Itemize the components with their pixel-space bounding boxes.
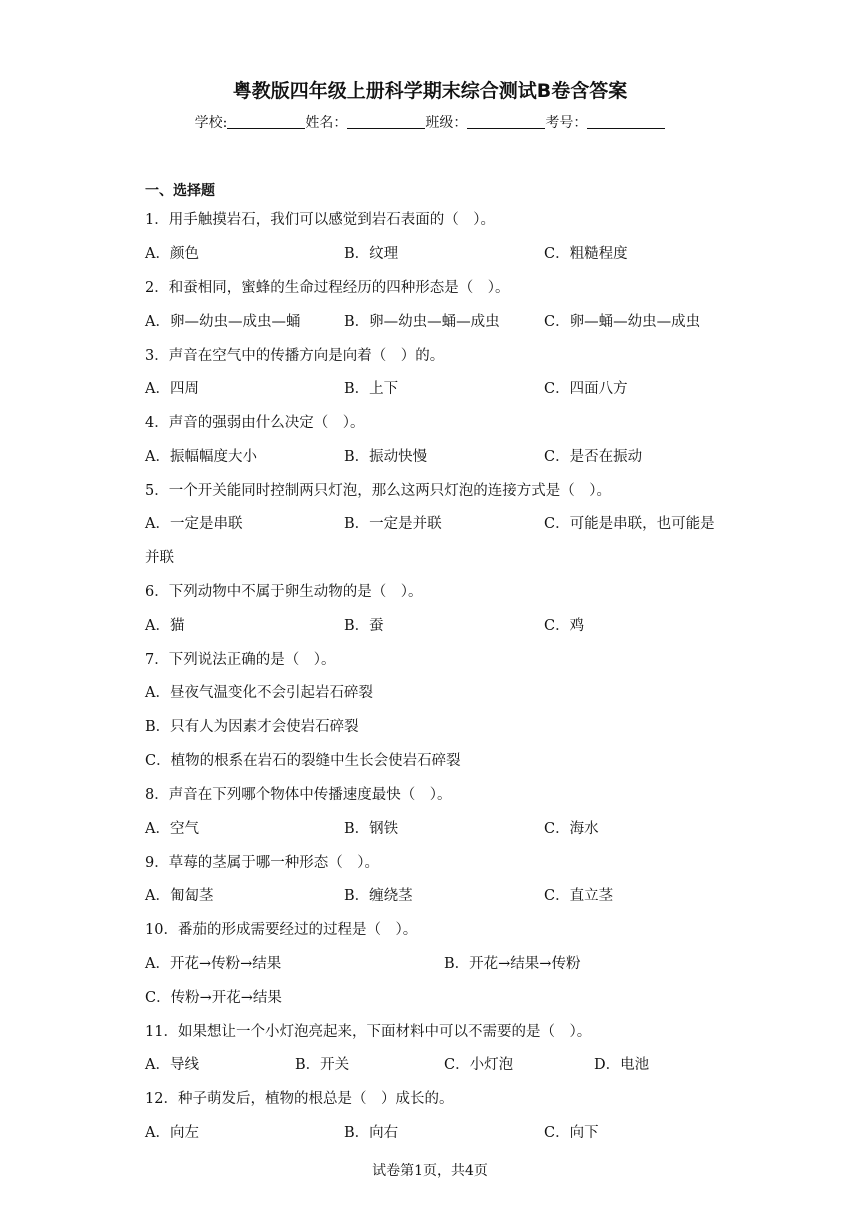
option-7a: A．昼夜气温变化不会引起岩石碎裂 xyxy=(145,685,373,701)
option-10c: C．传粉→开花→结果 xyxy=(145,990,282,1006)
question-8: 8．声音在下列哪个物体中传播速度最快（ ）。 xyxy=(145,787,452,803)
question-6: 6．下列动物中不属于卵生动物的是（ ）。 xyxy=(145,584,423,600)
question-3: 3．声音在空气中的传播方向是向着（ ）的。 xyxy=(145,348,445,364)
option-6b: B．蚕 xyxy=(344,618,384,634)
question-5: 5．一个开关能同时控制两只灯泡，那么这两只灯泡的连接方式是（ ）。 xyxy=(145,483,611,499)
page-title: 粤教版四年级上册科学期末综合测试B卷含答案 xyxy=(232,80,628,102)
option-9a: A．匍匐茎 xyxy=(145,888,214,904)
option-4b: B．振动快慢 xyxy=(344,449,428,465)
option-6a: A．猫 xyxy=(145,618,185,634)
option-12a: A．向左 xyxy=(145,1125,199,1141)
option-5a: A．一定是串联 xyxy=(145,516,243,532)
question-7: 7．下列说法正确的是（ ）。 xyxy=(145,652,336,668)
option-1b: B．纹理 xyxy=(344,246,399,262)
option-10b: B．开花→结果→传粉 xyxy=(444,956,581,972)
question-9: 9．草莓的茎属于哪一种形态（ ）。 xyxy=(145,855,379,871)
option-5c-continued: 并联 xyxy=(145,550,174,566)
option-2c: C．卵—蛹—幼虫—成虫 xyxy=(544,314,701,330)
option-12c: C．向下 xyxy=(544,1125,599,1141)
page-footer: 试卷第1页，共4页 xyxy=(372,1163,488,1179)
student-info-line xyxy=(0,112,860,132)
class-blank xyxy=(467,114,545,129)
option-4c: C．是否在振动 xyxy=(544,449,643,465)
option-4a: A．振幅幅度大小 xyxy=(145,449,257,465)
exam-number-label: 考号： xyxy=(545,115,588,131)
section-heading: 一、选择题 xyxy=(145,183,215,199)
exam-number-blank xyxy=(587,114,665,129)
option-8a: A．空气 xyxy=(145,821,199,837)
option-3a: A．四周 xyxy=(145,381,199,397)
question-1: 1．用手触摸岩石，我们可以感觉到岩石表面的（ ）。 xyxy=(145,212,495,228)
school-blank xyxy=(227,114,305,129)
option-11b: B．开关 xyxy=(295,1057,350,1073)
class-label: 班级： xyxy=(425,115,468,131)
option-5c: C．可能是串联，也可能是 xyxy=(544,516,715,532)
option-11d: D．电池 xyxy=(594,1057,650,1073)
option-6c: C．鸡 xyxy=(544,618,585,634)
option-8c: C．海水 xyxy=(544,821,599,837)
question-10: 10．番茄的形成需要经过的过程是（ ）。 xyxy=(145,922,418,938)
option-7b: B．只有人为因素才会使岩石碎裂 xyxy=(145,719,359,735)
option-9c: C．直立茎 xyxy=(544,888,614,904)
option-2b: B．卵—幼虫—蛹—成虫 xyxy=(344,314,500,330)
name-label: 姓名： xyxy=(305,115,348,131)
option-11a: A．导线 xyxy=(145,1057,199,1073)
option-3c: C．四面八方 xyxy=(544,381,628,397)
option-10a: A．开花→传粉→结果 xyxy=(145,956,282,972)
option-1a: A．颜色 xyxy=(145,246,199,262)
question-11: 11．如果想让一个小灯泡亮起来，下面材料中可以不需要的是（ ）。 xyxy=(145,1024,592,1040)
option-2a: A．卵—幼虫—成虫—蛹 xyxy=(145,314,301,330)
option-3b: B．上下 xyxy=(344,381,399,397)
option-9b: B．缠绕茎 xyxy=(344,888,413,904)
option-12b: B．向右 xyxy=(344,1125,399,1141)
option-7c: C．植物的根系在岩石的裂缝中生长会使岩石碎裂 xyxy=(145,753,461,769)
question-4: 4．声音的强弱由什么决定（ ）。 xyxy=(145,415,365,431)
name-blank xyxy=(347,114,425,129)
option-5b: B．一定是并联 xyxy=(344,516,442,532)
question-2: 2．和蚕相同，蜜蜂的生命过程经历的四种形态是（ ）。 xyxy=(145,280,510,296)
school-label: 学校: xyxy=(194,115,228,131)
question-12: 12．种子萌发后，植物的根总是（ ）成长的。 xyxy=(145,1091,454,1107)
option-8b: B．钢铁 xyxy=(344,821,399,837)
option-1c: C．粗糙程度 xyxy=(544,246,628,262)
option-11c: C．小灯泡 xyxy=(444,1057,514,1073)
